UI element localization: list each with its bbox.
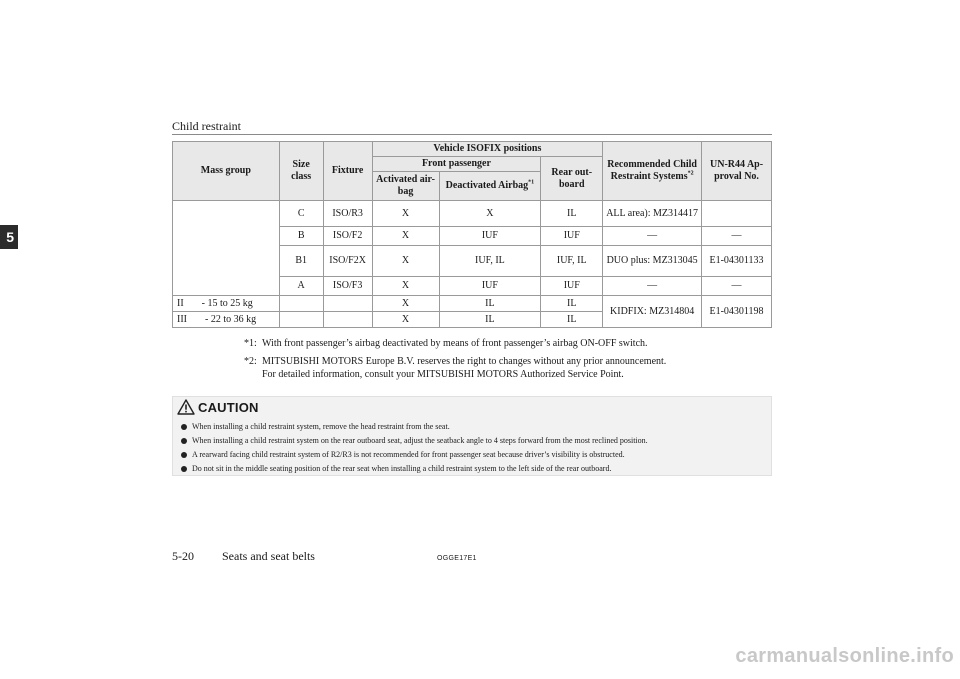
caution-title: CAUTION: [198, 399, 259, 415]
fixture-cell: ISO/F3: [323, 277, 372, 296]
isofix-positions-table: [172, 141, 772, 328]
header-vehicle-positions: Vehicle ISOFIX positions: [372, 142, 603, 157]
size-class-cell: A: [279, 277, 323, 296]
header-rear-outboard: Rear out-board: [541, 157, 603, 201]
fixture-cell: [323, 296, 372, 312]
header-fixture: Fixture: [323, 142, 372, 201]
rear-cell: IUF, IL: [541, 246, 603, 277]
footnote-text: With front passenger’s airbag deactivated by means of front passenger’s airbag ON-OFF switch.: [262, 338, 648, 349]
bullet-icon: [181, 466, 187, 472]
list-item: A rearward facing child restraint system of R2/R3 is not recommended for front passenger seat because driver’s visibility is obstructed.: [181, 448, 648, 462]
chapter-tab: 5: [0, 225, 18, 249]
caution-header: [177, 399, 259, 415]
deactivated-cell: IUF: [439, 277, 541, 296]
deactivated-cell: IL: [439, 296, 541, 312]
size-class-cell: [279, 296, 323, 312]
recommended-cell: ALL area): MZ314417: [603, 201, 702, 227]
header-front-passenger: Front passenger: [372, 157, 541, 172]
header-activated-airbag: Activated air-bag: [372, 172, 439, 201]
recommended-cell: —: [603, 227, 702, 246]
bullet-icon: [181, 424, 187, 430]
footnote-mark: *2:: [244, 356, 257, 367]
header-deactivated-airbag: Deactivated Airbag$^{*1}$: [439, 172, 541, 201]
rear-cell: IUF: [541, 277, 603, 296]
footnote-text: MITSUBISHI MOTORS Europe B.V. reserves the right to changes without any prior announcement. For detailed information, consult your MITSUBISHI MOTORS Authorized Service Point.: [262, 356, 667, 380]
activated-cell: X: [372, 312, 439, 328]
size-class-cell: C: [279, 201, 323, 227]
footnotes: [244, 337, 764, 386]
mass-group-cell: II - 15 to 25 kg: [173, 296, 280, 312]
list-item: When installing a child restraint system, remove the head restraint from the seat.: [181, 420, 648, 434]
mass-group-cell: [173, 201, 280, 296]
watermark: carmanualsonline.info: [735, 645, 954, 667]
size-class-cell: B: [279, 227, 323, 246]
activated-cell: X: [372, 227, 439, 246]
activated-cell: X: [372, 246, 439, 277]
header-approval-no: UN-R44 Ap-proval No.: [702, 142, 772, 201]
footnote-1: [244, 337, 764, 350]
mass-group-cell: III - 22 to 36 kg: [173, 312, 280, 328]
deactivated-cell: IL: [439, 312, 541, 328]
fixture-cell: [323, 312, 372, 328]
caution-box: [172, 396, 772, 476]
approval-cell: —: [702, 227, 772, 246]
size-class-cell: [279, 312, 323, 328]
fixture-cell: ISO/F2X: [323, 246, 372, 277]
activated-cell: X: [372, 296, 439, 312]
list-item: When installing a child restraint system on the rear outboard seat, adjust the seatback angle to 4 steps forward from the most reclined position.: [181, 434, 648, 448]
list-item: Do not sit in the middle seating position of the rear seat when installing a child restraint system to the left side of the rear outboard.: [181, 462, 648, 476]
table-row: [173, 201, 772, 227]
approval-cell: [702, 201, 772, 227]
header-mass-group: Mass group: [173, 142, 280, 201]
page-number: 5-20: [172, 549, 194, 563]
recommended-cell: DUO plus: MZ313045: [603, 246, 702, 277]
deactivated-cell: IUF, IL: [439, 246, 541, 277]
approval-cell: E1-04301133: [702, 246, 772, 277]
page-header-title: Child restraint: [172, 119, 241, 133]
document-code: OGGE17E1: [437, 555, 477, 562]
bullet-icon: [181, 452, 187, 458]
bullet-icon: [181, 438, 187, 444]
footnote-2: [244, 355, 764, 381]
rear-cell: IL: [541, 296, 603, 312]
header-size-class: Size class: [279, 142, 323, 201]
deactivated-cell: IUF: [439, 227, 541, 246]
approval-cell: —: [702, 277, 772, 296]
header-recommended-crs: Recommended Child Restraint Systems$^{*2}$: [603, 142, 702, 201]
table-row: [173, 296, 772, 312]
deactivated-cell: X: [439, 201, 541, 227]
recommended-cell: —: [603, 277, 702, 296]
section-name: Seats and seat belts: [222, 549, 315, 563]
caution-list: [181, 420, 648, 476]
size-class-cell: B1: [279, 246, 323, 277]
approval-cell: E1-04301198: [702, 296, 772, 328]
fixture-cell: ISO/F2: [323, 227, 372, 246]
warning-triangle-icon: [177, 399, 195, 415]
activated-cell: X: [372, 277, 439, 296]
recommended-cell: KIDFIX: MZ314804: [603, 296, 702, 328]
fixture-cell: ISO/R3: [323, 201, 372, 227]
rear-cell: IL: [541, 312, 603, 328]
header-divider: [172, 134, 772, 135]
footnote-mark: *1:: [244, 338, 257, 349]
activated-cell: X: [372, 201, 439, 227]
rear-cell: IUF: [541, 227, 603, 246]
rear-cell: IL: [541, 201, 603, 227]
